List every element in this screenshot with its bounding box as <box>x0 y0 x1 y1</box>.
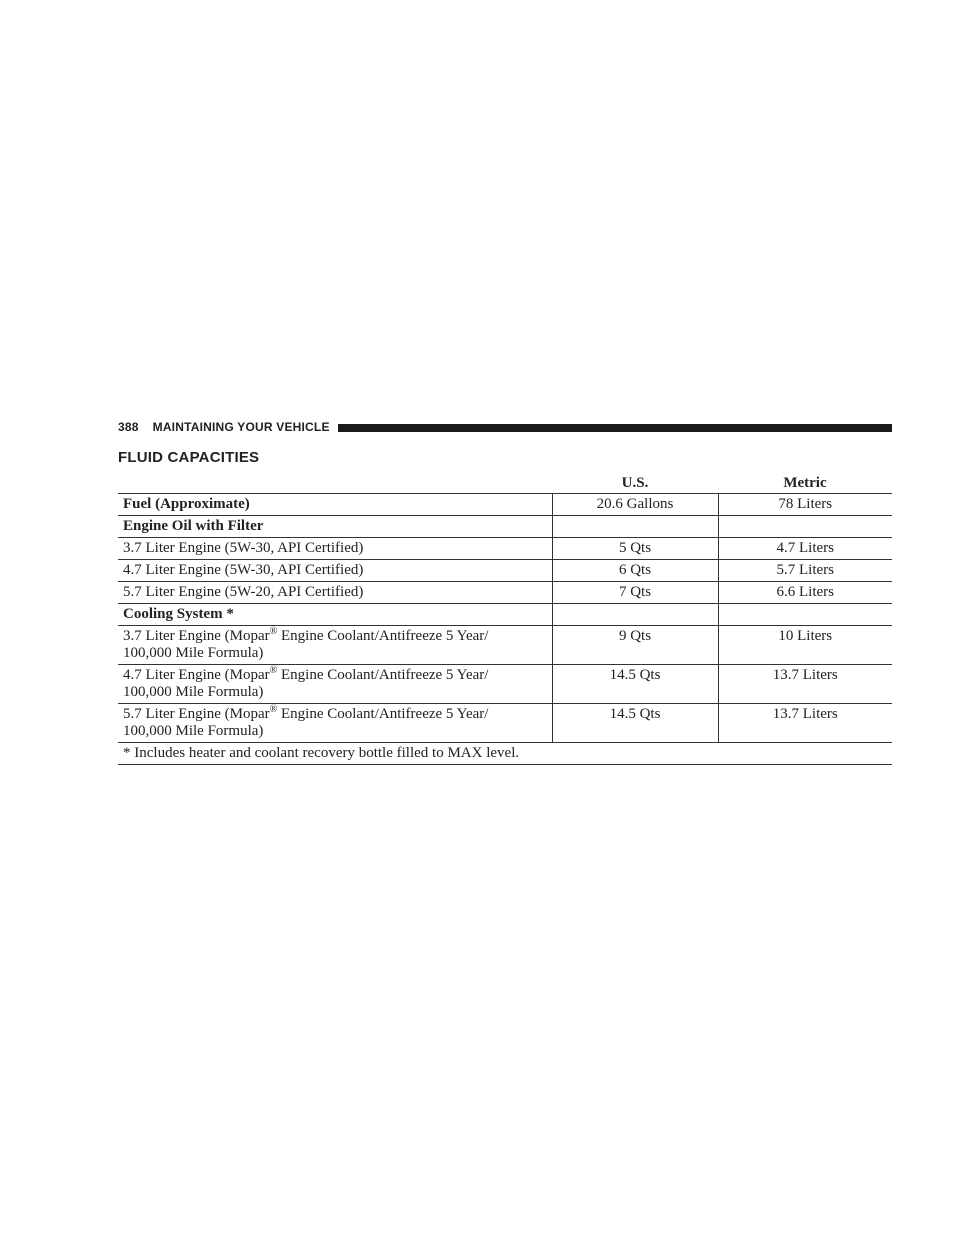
table-row <box>118 516 892 538</box>
row-us-value: 5 Qts <box>552 538 718 560</box>
column-header-us: U.S. <box>552 472 718 494</box>
row-label-part: Engine Coolant/Antifreeze 5 Year/ <box>277 706 489 722</box>
table-row <box>118 582 892 604</box>
row-us-value: 20.6 Gallons <box>552 494 718 516</box>
row-label-part: 4.7 Liter Engine (Mopar <box>123 667 270 683</box>
page-header <box>118 419 892 435</box>
page-number: 388 <box>118 420 139 434</box>
row-metric-value <box>718 516 892 538</box>
row-label: 5.7 Liter Engine (5W-20, API Certified) <box>118 582 552 604</box>
row-us-value: 9 Qts <box>552 626 718 665</box>
row-label-part: Engine Coolant/Antifreeze 5 Year/ <box>277 628 489 644</box>
row-label: Cooling System * <box>118 604 552 626</box>
table-row <box>118 704 892 743</box>
row-metric-value: 13.7 Liters <box>718 665 892 704</box>
header-rule <box>338 424 892 432</box>
registered-mark: ® <box>269 626 278 637</box>
registered-mark: ® <box>269 665 278 676</box>
table-row <box>118 494 892 516</box>
table-header-row <box>118 472 892 494</box>
row-label-part: Engine Coolant/Antifreeze 5 Year/ <box>277 667 489 683</box>
row-metric-value: 4.7 Liters <box>718 538 892 560</box>
row-metric-value: 78 Liters <box>718 494 892 516</box>
table-row <box>118 538 892 560</box>
table-footnote-row <box>118 743 892 765</box>
table-row <box>118 665 892 704</box>
row-label <box>118 665 552 704</box>
row-label-part: 100,000 Mile Formula) <box>123 684 264 700</box>
row-label-part: 100,000 Mile Formula) <box>123 723 264 739</box>
row-label: 3.7 Liter Engine (5W-30, API Certified) <box>118 538 552 560</box>
row-us-value: 6 Qts <box>552 560 718 582</box>
row-label <box>118 626 552 665</box>
row-metric-value: 5.7 Liters <box>718 560 892 582</box>
table-row <box>118 604 892 626</box>
page-title: FLUID CAPACITIES <box>118 449 260 466</box>
registered-mark: ® <box>269 704 278 715</box>
table-footnote: * Includes heater and coolant recovery bottle filled to MAX level. <box>118 743 892 765</box>
row-label: 4.7 Liter Engine (5W-30, API Certified) <box>118 560 552 582</box>
row-label: Fuel (Approximate) <box>118 494 552 516</box>
row-metric-value: 10 Liters <box>718 626 892 665</box>
row-metric-value: 13.7 Liters <box>718 704 892 743</box>
table-row <box>118 626 892 665</box>
column-header-metric: Metric <box>718 472 892 494</box>
column-header-item <box>118 472 552 494</box>
row-label: Engine Oil with Filter <box>118 516 552 538</box>
row-us-value: 14.5 Qts <box>552 704 718 743</box>
row-us-value <box>552 516 718 538</box>
row-us-value: 7 Qts <box>552 582 718 604</box>
row-label <box>118 704 552 743</box>
fluid-capacities-table <box>118 472 892 765</box>
section-title: MAINTAINING YOUR VEHICLE <box>152 420 330 434</box>
row-label-part: 3.7 Liter Engine (Mopar <box>123 628 270 644</box>
table-row <box>118 560 892 582</box>
row-metric-value: 6.6 Liters <box>718 582 892 604</box>
row-label-part: 5.7 Liter Engine (Mopar <box>123 706 270 722</box>
row-us-value <box>552 604 718 626</box>
row-us-value: 14.5 Qts <box>552 665 718 704</box>
row-label-part: 100,000 Mile Formula) <box>123 645 264 661</box>
row-metric-value <box>718 604 892 626</box>
